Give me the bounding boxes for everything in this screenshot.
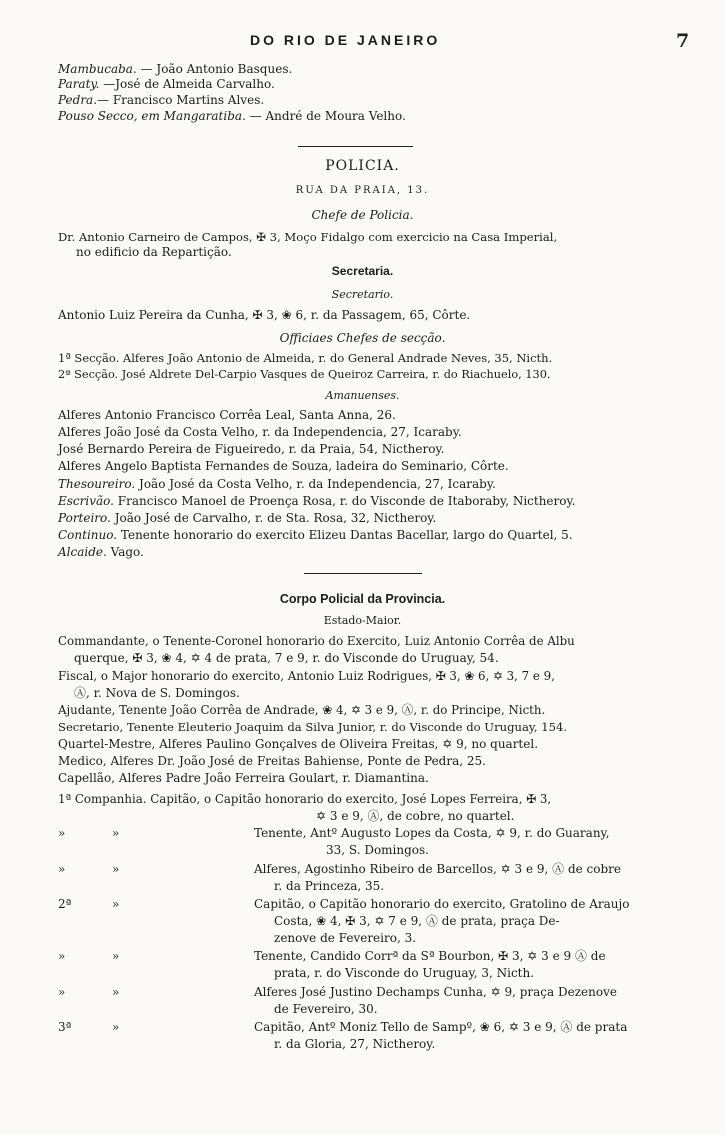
staff-line: Porteiro. João José de Carvalho, r. de Sta. Rosa, 32, Nictheroy.	[58, 511, 437, 525]
parish-line: Paraty. —José de Almeida Carvalho.	[58, 77, 275, 91]
ditto-mark: »	[112, 1020, 120, 1034]
amanuense-line: José Bernardo Pereira de Figueiredo, r. da Praia, 54, Nictheroy.	[58, 442, 445, 456]
company-line: prata, r. do Visconde do Uruguay, 3, Nicth.	[274, 966, 535, 980]
company-number: 3ª	[58, 1020, 72, 1034]
company-line: Capitão, o Capitão honorario do exercito, Gratolino de Araujo	[254, 897, 630, 911]
ditto-mark: »	[58, 985, 66, 999]
amanuense-line: Alferes Antonio Francisco Corrêa Leal, Santa Anna, 26.	[58, 408, 396, 422]
staff-line: Thesoureiro. João José da Costa Velho, r. da Independencia, 27, Icaraby.	[58, 477, 496, 491]
chefe-line: Dr. Antonio Carneiro de Campos, ✠ 3, Moço Fidalgo com exercicio na Casa Imperial,	[58, 230, 558, 244]
company-line: Alferes, Agostinho Ribeiro de Barcellos, ✡ 3 e 9, Ⓐ de cobre	[254, 862, 622, 876]
officiaes-line: 1ª Secção. Alferes João Antonio de Almeida, r. do General Andrade Neves, 35, Nicth.	[58, 351, 553, 365]
company-line: Capitão, Antº Moniz Tello de Sampº, ❀ 6, ✡ 3 e 9, Ⓐ de prata	[254, 1020, 628, 1034]
company-line: Tenente, Candido Corrª da Sª Bourbon, ✠ 3, ✡ 3 e 9 Ⓐ de	[254, 949, 606, 963]
secretario-line: Antonio Luiz Pereira da Cunha, ✠ 3, ❀ 6, r. da Passagem, 65, Côrte.	[58, 308, 471, 322]
company-line: r. da Princeza, 35.	[274, 879, 385, 893]
company-line: Costa, ❀ 4, ✠ 3, ✡ 7 e 9, Ⓐ de prata, praça De-	[274, 914, 560, 928]
corpo-line: Commandante, o Tenente-Coronel honorario do Exercito, Luiz Antonio Corrêa de Albu	[58, 634, 575, 648]
chefe-heading: Chefe de Policia.	[311, 208, 414, 222]
company-line: 33, S. Domingos.	[326, 843, 429, 857]
estado-maior-heading: Estado-Maior.	[323, 614, 402, 627]
company-line: 1ª Companhia. Capitão, o Capitão honorario do exercito, José Lopes Ferreira, ✠ 3,	[58, 792, 552, 806]
corpo-line: Secretario, Tenente Eleuterio Joaquim da Silva Junior, r. do Visconde do Uruguay, 154.	[58, 720, 568, 734]
amanuenses-heading: Amanuenses.	[325, 389, 400, 402]
parish-line: Pouso Secco, em Mangaratiba. — André de Moura Velho.	[58, 109, 406, 123]
company-line: zenove de Fevereiro, 3.	[274, 931, 417, 945]
company-number: 2ª	[58, 897, 72, 911]
secretaria-heading: Secretaria.	[331, 264, 394, 278]
section-divider	[298, 146, 413, 147]
corpo-line: Fiscal, o Major honorario do exercito, Antonio Luiz Rodrigues, ✠ 3, ❀ 6, ✡ 3, 7 e 9,	[58, 669, 555, 683]
page-header-title: DO RIO DE JANEIRO	[250, 32, 441, 48]
secretario-heading: Secretario.	[331, 288, 394, 301]
staff-line: Continuo. Tenente honorario do exercito Elizeu Dantas Bacellar, largo do Quartel, 5.	[58, 528, 573, 542]
ditto-mark: »	[58, 826, 66, 840]
company-line: ✡ 3 e 9, Ⓐ, de cobre, no quartel.	[316, 809, 515, 823]
corpo-line: Ⓐ, r. Nova de S. Domingos.	[74, 686, 240, 700]
page-header	[0, 32, 725, 54]
corpo-line: Ajudante, Tenente João Corrêa de Andrade, ❀ 4, ✡ 3 e 9, Ⓐ, r. do Principe, Nicth.	[58, 703, 546, 717]
staff-line: Alcaide. Vago.	[58, 545, 144, 559]
parish-line: Mambucaba. — João Antonio Basques.	[58, 62, 293, 76]
company-line: r. da Gloria, 27, Nictheroy.	[274, 1037, 436, 1051]
company-line: de Fevereiro, 30.	[274, 1002, 378, 1016]
amanuense-line: Alferes João José da Costa Velho, r. da Independencia, 27, Icaraby.	[58, 425, 462, 439]
ditto-mark: »	[112, 826, 120, 840]
corpo-title: Corpo Policial da Provincia.	[279, 592, 446, 606]
corpo-line: querque, ✠ 3, ❀ 4, ✡ 4 de prata, 7 e 9, r. do Visconde do Uruguay, 54.	[74, 651, 499, 665]
corpo-line: Capellão, Alferes Padre João Ferreira Goulart, r. Diamantina.	[58, 771, 429, 785]
staff-line: Escrivão. Francisco Manoel de Proença Rosa, r. do Visconde de Itaboraby, Nictheroy.	[58, 494, 576, 508]
amanuense-line: Alferes Angelo Baptista Fernandes de Souza, ladeira do Seminario, Côrte.	[58, 459, 509, 473]
ditto-mark: »	[112, 862, 120, 876]
officiaes-heading: Officiaes Chefes de secção.	[279, 331, 446, 345]
section-divider	[304, 573, 422, 574]
policia-title: POLICIA.	[325, 158, 400, 174]
corpo-line: Medico, Alferes Dr. João José de Freitas Bahiense, Ponte de Pedra, 25.	[58, 754, 486, 768]
ditto-mark: »	[112, 985, 120, 999]
parish-line: Pedra.— Francisco Martins Alves.	[58, 93, 265, 107]
corpo-line: Quartel-Mestre, Alferes Paulino Gonçalves de Oliveira Freitas, ✡ 9, no quartel.	[58, 737, 539, 751]
policia-address: RUA DA PRAIA, 13.	[295, 185, 430, 196]
chefe-line: no edificio da Repartição.	[76, 245, 232, 259]
ditto-mark: »	[112, 897, 120, 911]
ditto-mark: »	[112, 949, 120, 963]
officiaes-line: 2ª Secção. José Aldrete Del-Carpio Vasques de Queiroz Carreira, r. do Riachuelo, 130.	[58, 368, 551, 381]
ditto-mark: »	[58, 862, 66, 876]
page-number: 7	[676, 30, 690, 52]
company-line: Alferes José Justino Dechamps Cunha, ✡ 9, praça Dezenove	[254, 985, 617, 999]
ditto-mark: »	[58, 949, 66, 963]
company-line: Tenente, Antº Augusto Lopes da Costa, ✡ 9, r. do Guarany,	[254, 826, 610, 840]
